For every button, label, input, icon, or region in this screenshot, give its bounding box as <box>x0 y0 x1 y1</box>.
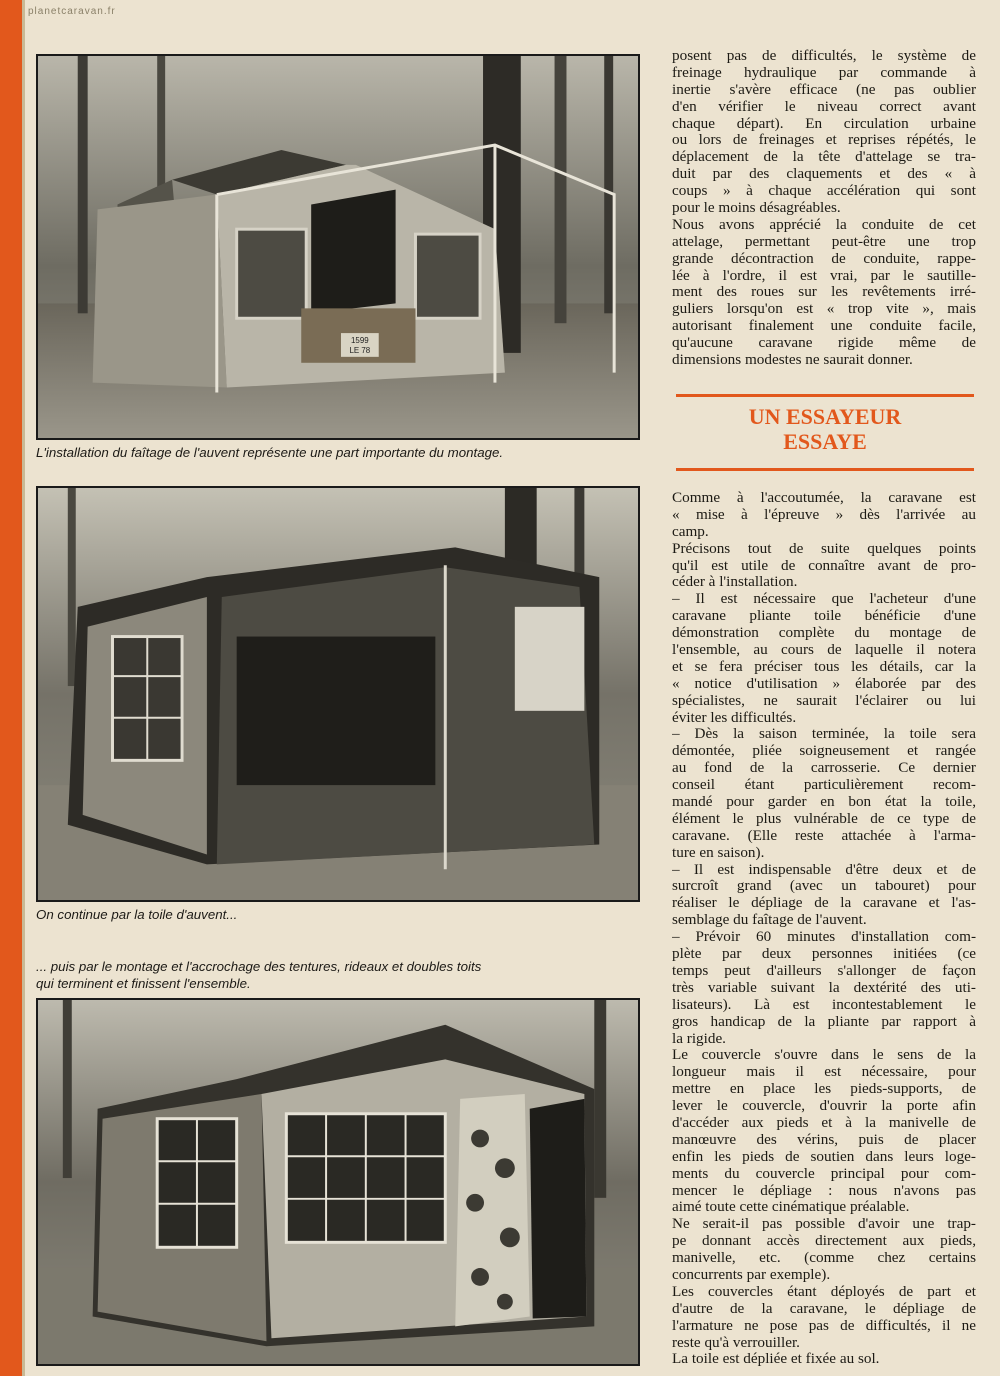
text-line: mencer le dépliage : nous n'avons pas <box>672 1182 976 1199</box>
text-line: « mise à l'épreuve » dès l'arrivée au <box>672 506 976 523</box>
text-line: – Dès la saison terminée, la toile sera <box>672 726 976 743</box>
text-line: élément le plus vulnérable de ce type de <box>672 810 976 827</box>
text-line: qu'il est utile de connaître avant de pro- <box>672 557 976 574</box>
text-line: temps peut d'ailleurs s'allonger de façon <box>672 962 976 979</box>
text-line: lisateurs). Là est incontestablement le <box>672 996 976 1013</box>
text-line: manivelle, etc. (comme chez certains <box>672 1250 976 1267</box>
text-line: coups » à chaque accélération qui sont <box>672 183 976 200</box>
caption-line: qui terminent et finissent l'ensemble. <box>36 976 251 991</box>
caption-photo-2 <box>36 906 640 923</box>
heading-rule-top <box>676 394 974 397</box>
photo-awning-canvas <box>36 486 640 902</box>
text-line: Le couvercle s'ouvre dans le sens de la <box>672 1047 976 1064</box>
text-line: aimé toute cette cinématique préalable. <box>672 1199 910 1216</box>
text-line: spécialistes, ne saurait l'éclairer ou lui <box>672 692 976 709</box>
article-column-body <box>672 490 976 1368</box>
text-line: ment des roues sur les revêtements irré- <box>672 284 976 301</box>
text-line: mettre en place les pieds-supports, de <box>672 1081 976 1098</box>
text-line: lée à l'ordre, il est vrai, par le sautille- <box>672 267 976 284</box>
text-line: d'autre de la caravane, le dépliage de <box>672 1300 976 1317</box>
text-line: caravane pliante toile bénéficie d'une <box>672 608 976 625</box>
corner-watermark: planetcaravan.fr <box>28 6 116 17</box>
photo-awning-frame <box>36 54 640 440</box>
text-line: mandé pour garder en bon état la toile, <box>672 794 976 811</box>
text-line: chaque départ). En circulation urbaine <box>672 115 976 132</box>
text-line: freinage hydraulique par commande à <box>672 64 976 81</box>
text-line: grande décontraction de conduite, rappe- <box>672 250 976 267</box>
text-line: d'en vérifier le niveau correct avant <box>672 98 976 115</box>
text-line: plète par deux personnes initiées (ce <box>672 946 976 963</box>
text-line: qu'aucune caravane rigide même de <box>672 335 976 352</box>
text-line: Précisons tout de suite quelques points <box>672 540 976 557</box>
text-line: très variable suivant la dextérité des uti- <box>672 979 976 996</box>
section-heading-line1: UN ESSAYEUR <box>748 404 902 429</box>
section-heading-line2: ESSAYE <box>783 429 867 454</box>
text-line: la rigide. <box>672 1030 726 1047</box>
text-line: reste qu'à verrouiller. <box>672 1334 800 1351</box>
page-margin-line <box>22 0 25 1376</box>
text-line: éviter les difficultés. <box>672 709 797 726</box>
caption-photo-3 <box>36 958 640 992</box>
text-line: réaliser le dépliage de la caravane et l'as- <box>672 895 976 912</box>
photo-complete-caravan <box>36 998 640 1366</box>
text-line: pour le moins désagréables. <box>672 200 841 217</box>
caption-line: L'installation du faîtage de l'auvent représente une part importante du montage. <box>36 445 504 460</box>
caption-line: ... puis par le montage et l'accrochage des tentures, rideaux et doubles toits <box>36 959 482 974</box>
text-line: inertie s'avère efficace (ne pas oublier <box>672 81 976 98</box>
text-line: démonstration complète du montage de <box>672 625 976 642</box>
text-line: déplacement de la tête d'attelage se tra- <box>672 149 976 166</box>
text-line: « notice d'utilisation » élaborée par des <box>672 675 976 692</box>
text-line: duit par des claquements et des « à <box>672 166 976 183</box>
text-line: – Il est nécessaire que l'acheteur d'une <box>672 591 976 608</box>
text-line: enfin les pieds de soutien dans leurs loge- <box>672 1148 976 1165</box>
text-line: ou lors de freinages et reprises répétés, le <box>672 132 976 149</box>
text-line: semblage du faîtage de l'auvent. <box>672 912 867 929</box>
page-accent-bar <box>0 0 22 1376</box>
text-line: lever le couvercle, d'ouvrir la porte afin <box>672 1098 976 1115</box>
text-line: autorisant finalement une conduite facile, <box>672 318 976 335</box>
text-line: longueur mais il est nécessaire, pour <box>672 1064 976 1081</box>
text-line: – Il est indispensable d'être deux et de <box>672 861 976 878</box>
text-line: caravane. (Elle reste attachée à l'arma- <box>672 827 976 844</box>
text-line: l'armature ne pose pas de difficultés, il ne <box>672 1317 976 1334</box>
text-line: Les couvercles étant déployés de part et <box>672 1283 976 1300</box>
caption-photo-1 <box>36 444 640 461</box>
text-line: ture en saison). <box>672 844 765 861</box>
text-line: surcroît grand (avec un tabouret) pour <box>672 878 976 895</box>
text-line: concurrents par exemple). <box>672 1266 831 1283</box>
article-column-continuation <box>672 48 976 369</box>
text-line: et se fera préciser tous les détails, car la <box>672 658 976 675</box>
text-line: démontée, pliée soigneusement et rangée <box>672 743 976 760</box>
text-line: guliers lorsqu'on est « trop vite », mais <box>672 301 976 318</box>
text-line: pe donnant accès directement aux pieds, <box>672 1233 976 1250</box>
text-line: gros handicap de la pliante par rapport à <box>672 1013 976 1030</box>
text-line: camp. <box>672 523 709 540</box>
text-line: l'ensemble, au cours de laquelle il notera <box>672 642 976 659</box>
text-line: attelage, permettant peut-être une trop <box>672 233 976 250</box>
text-line: Ne serait-il pas possible d'avoir une trap- <box>672 1216 976 1233</box>
text-line: – Prévoir 60 minutes d'installation com- <box>672 929 976 946</box>
text-line: Comme à l'accoutumée, la caravane est <box>672 490 976 506</box>
text-line: dimensions modestes ne saurait donner. <box>672 352 913 369</box>
text-line: d'accéder aux pieds et à la manivelle de <box>672 1114 976 1131</box>
text-line: posent pas de difficultés, le système de <box>672 48 976 64</box>
text-line: La toile est dépliée et fixée au sol. <box>672 1351 880 1368</box>
text-line: au fond de la carrosserie. Ce dernier <box>672 760 976 777</box>
text-line: ments du couvercle principal pour com- <box>672 1165 976 1182</box>
text-line: manœuvre des vérins, puis de placer <box>672 1131 976 1148</box>
plate-line2: LE 78 <box>349 345 371 355</box>
text-line: Nous avons apprécié la conduite de cet <box>672 216 976 233</box>
text-line: conseil étant particulièrement recom- <box>672 777 976 794</box>
text-line: céder à l'installation. <box>672 574 798 591</box>
heading-rule-bottom <box>676 468 974 471</box>
caption-line: On continue par la toile d'auvent... <box>36 907 238 922</box>
plate-line1: 1599 <box>351 336 369 345</box>
